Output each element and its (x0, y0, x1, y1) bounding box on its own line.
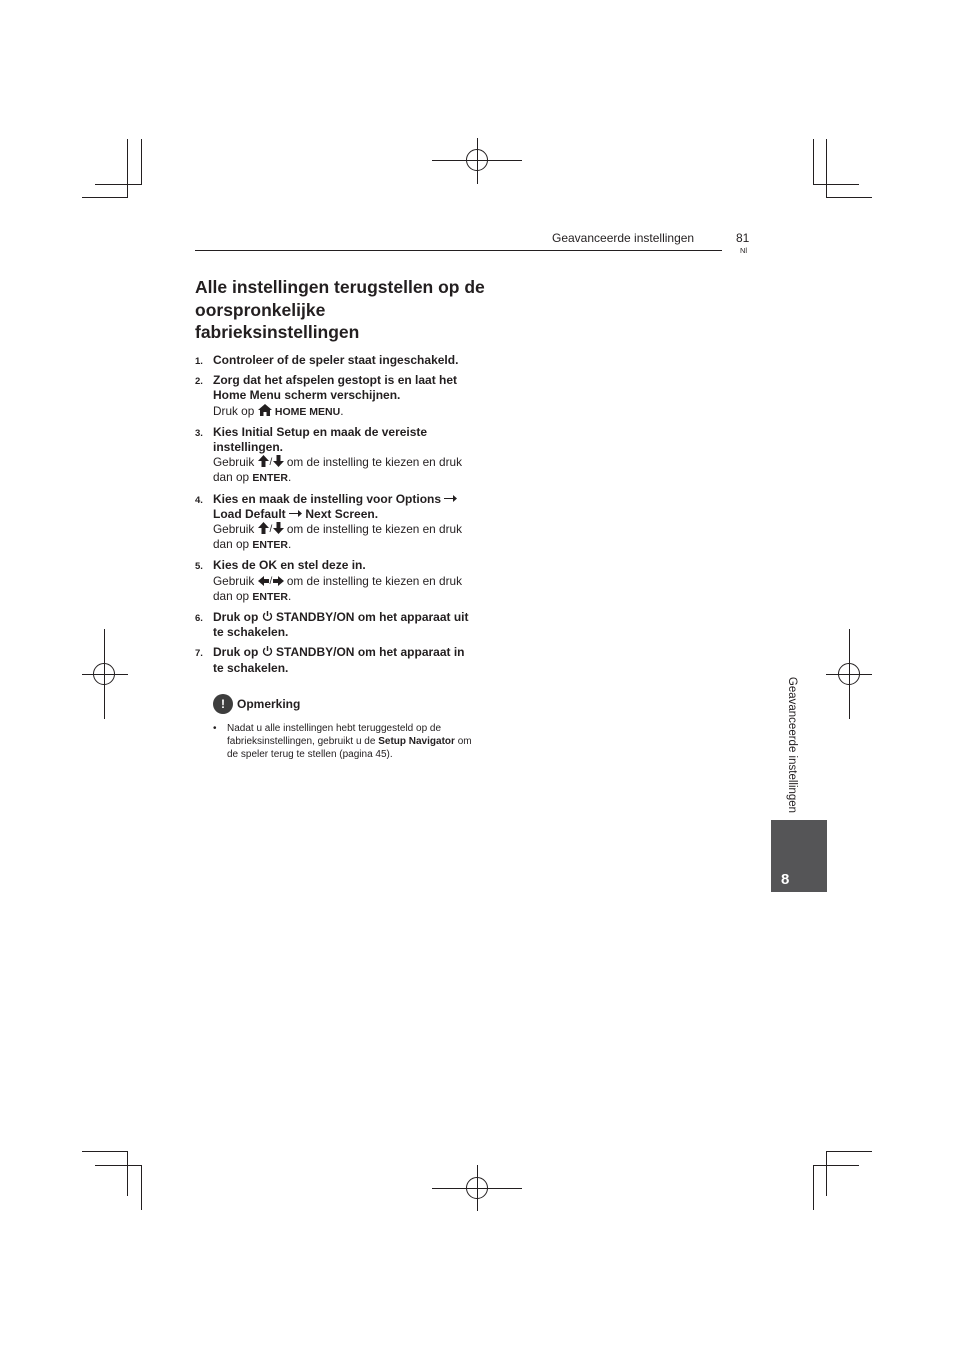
step-number: 7. (195, 648, 203, 660)
svg-text:/: / (269, 575, 272, 586)
step-number: 1. (195, 356, 203, 367)
chapter-number: 8 (781, 871, 790, 888)
step-number: 5. (195, 561, 203, 573)
arrow-right-icon (289, 509, 302, 518)
step-number: 2. (195, 376, 203, 388)
step-detail: Gebruik / om de instelling te kiezen en druk dan op ENTER. (213, 522, 462, 552)
crop-mark (95, 1165, 141, 1166)
crop-mark (813, 1165, 814, 1210)
crop-mark (141, 139, 142, 185)
running-header: Geavanceerde instellingen (552, 231, 695, 245)
crop-mark (813, 139, 814, 185)
step-6 (195, 610, 475, 640)
step-instruction: Druk op STANDBY/ON om het apparaat uit te schakelen. (213, 610, 469, 640)
step-detail: Gebruik / om de instelling te kiezen en druk dan op ENTER. (213, 455, 462, 485)
crop-mark (127, 139, 128, 198)
enter-key: ENTER (252, 590, 288, 603)
svg-text:/: / (269, 524, 272, 535)
note-box (213, 694, 473, 762)
step-number: 4. (195, 494, 203, 506)
bullet: • (213, 723, 217, 734)
note-heading (213, 694, 473, 714)
crop-mark (813, 184, 859, 185)
note-text: • Nadat u alle instellingen hebt teruggesteld op de fabrieksinstellingen, gebruikt u de Setup Navigator om de speler terug te stellen (pagina 45). (213, 723, 472, 761)
crop-mark (826, 139, 827, 198)
crop-mark (82, 1151, 127, 1152)
step-detail: Gebruik / om de instelling te kiezen en druk dan op ENTER. (213, 573, 462, 603)
step-2 (195, 373, 475, 420)
step-instruction: Druk op STANDBY/ON om het apparaat in te schakelen. (213, 645, 465, 675)
arrow-right-icon (444, 494, 457, 503)
page-number: 81 (736, 231, 750, 245)
chapter-tab (771, 820, 827, 892)
exclamation-icon: ! (213, 694, 233, 714)
step-number: 6. (195, 613, 203, 625)
side-chapter-label: Geavanceerde instellingen (786, 676, 798, 814)
section-title: Alle instellingen terugstellen op de oorspronkelijke fabrieksinstellingen (195, 277, 485, 342)
enter-key: ENTER (252, 472, 288, 485)
crop-mark (826, 1151, 872, 1152)
power-icon (262, 611, 273, 622)
step-number: 3. (195, 427, 203, 439)
language-code: Nl (740, 246, 748, 255)
crop-mark (826, 197, 872, 198)
power-icon (262, 646, 273, 657)
crop-mark (826, 1151, 827, 1196)
arrow-left-right-icon (258, 574, 284, 586)
step-1 (195, 353, 475, 368)
svg-text:/: / (269, 457, 272, 468)
header-rule (195, 250, 722, 251)
note-title: Opmerking (237, 697, 301, 711)
setup-navigator-label: Setup Navigator (378, 736, 455, 748)
step-instruction: Kies Initial Setup en maak de vereiste instellingen. (213, 424, 428, 455)
home-icon (258, 404, 272, 416)
arrow-up-down-icon (258, 522, 284, 534)
step-instruction: Kies de OK en stel deze in. (213, 558, 366, 573)
crop-mark (813, 1165, 859, 1166)
step-list (195, 353, 475, 681)
enter-key: ENTER (252, 539, 288, 552)
step-detail: Druk op HOME MENU. (213, 403, 344, 418)
crop-mark (95, 184, 141, 185)
step-instruction: Kies en maak de instelling voor Options Load Default Next Screen. (213, 492, 475, 522)
arrow-up-down-icon (258, 455, 284, 467)
crop-mark (141, 1165, 142, 1210)
step-instruction: Zorg dat het afspelen gestopt is en laat het Home Menu scherm verschijnen. (213, 373, 458, 403)
step-4 (195, 492, 475, 554)
home-menu-key: HOME MENU (274, 405, 341, 418)
step-5 (195, 558, 475, 605)
crop-mark (82, 197, 127, 198)
step-3 (195, 425, 475, 487)
step-instruction: Controleer of de speler staat ingeschakeld. (213, 353, 459, 367)
step-7 (195, 645, 475, 675)
crop-mark (127, 1151, 128, 1196)
